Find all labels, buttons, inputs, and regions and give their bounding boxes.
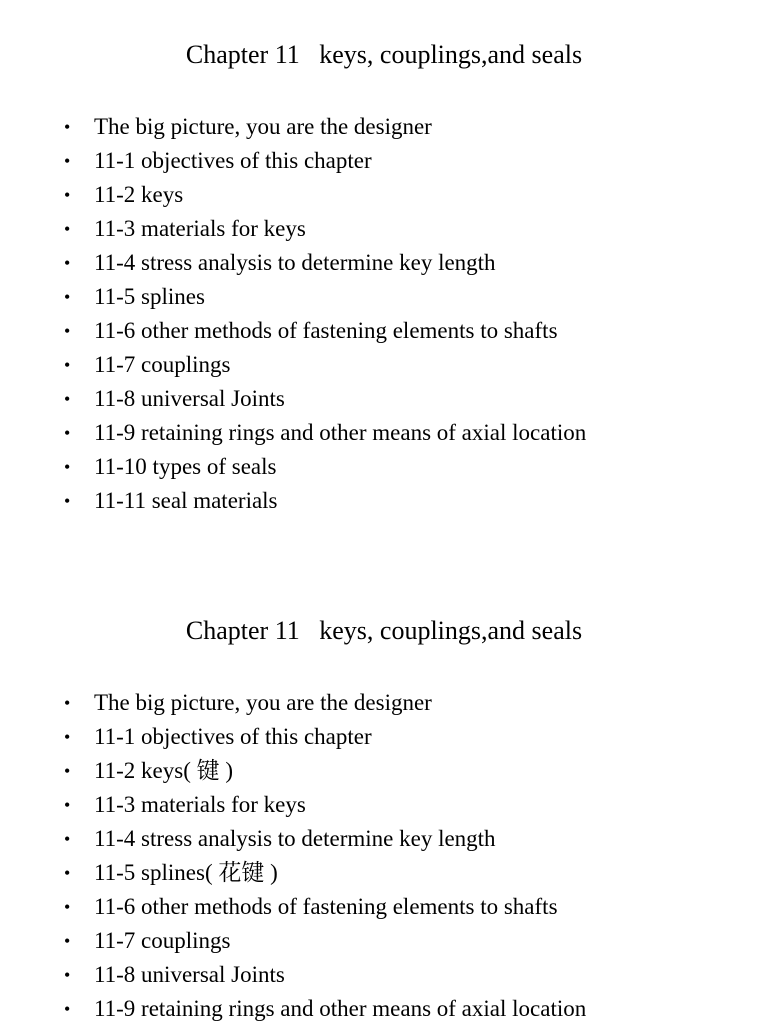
bullet-icon: • (64, 829, 71, 849)
list-item-text: 11-9 retaining rings and other means of axial location (94, 996, 587, 1021)
list-item-text: 11-6 other methods of fastening elements to shafts (94, 318, 558, 343)
bullet-icon: • (64, 761, 71, 781)
list-item-text: 11-1 objectives of this chapter (94, 148, 372, 173)
bullet-icon: • (64, 931, 71, 951)
list-item (64, 754, 586, 788)
list-item (64, 484, 586, 518)
list-item-text: 11-9 retaining rings and other means of axial location (94, 420, 587, 445)
list-item (64, 992, 586, 1026)
list-item (64, 856, 586, 890)
bullet-list (64, 686, 586, 1026)
list-item (64, 110, 586, 144)
list-item-text: The big picture, you are the designer (94, 690, 432, 715)
list-item (64, 348, 586, 382)
bullet-icon: • (64, 727, 71, 747)
list-item (64, 720, 586, 754)
list-item (64, 212, 586, 246)
bullet-icon: • (64, 423, 71, 443)
list-item-text: 11-6 other methods of fastening elements to shafts (94, 894, 558, 919)
list-item (64, 450, 586, 484)
list-item (64, 958, 586, 992)
bullet-icon: • (64, 287, 71, 307)
list-item (64, 416, 586, 450)
list-item (64, 788, 586, 822)
list-item-text: 11-3 materials for keys (94, 792, 306, 817)
list-item-text: 11-7 couplings (94, 352, 231, 377)
list-item (64, 178, 586, 212)
list-item (64, 924, 586, 958)
bullet-icon: • (64, 117, 71, 137)
bullet-list (64, 110, 586, 518)
bullet-icon: • (64, 863, 71, 883)
bullet-icon: • (64, 897, 71, 917)
list-item (64, 822, 586, 856)
bullet-icon: • (64, 795, 71, 815)
list-item (64, 686, 586, 720)
bullet-icon: • (64, 389, 71, 409)
list-item (64, 280, 586, 314)
slide-title: Chapter 11 keys, couplings,and seals (185, 616, 583, 645)
bullet-icon: • (64, 321, 71, 341)
list-item-text: 11-11 seal materials (94, 488, 278, 513)
bullet-icon: • (64, 151, 71, 171)
bullet-icon: • (64, 965, 71, 985)
bullet-icon: • (64, 253, 71, 273)
list-item-text: 11-2 keys (94, 182, 184, 207)
list-item (64, 890, 586, 924)
bullet-icon: • (64, 491, 71, 511)
list-item-text: 11-5 splines( 花键 ) (94, 860, 278, 885)
bullet-icon: • (64, 999, 71, 1019)
list-item-text: 11-8 universal Joints (94, 386, 285, 411)
bullet-icon: • (64, 693, 71, 713)
list-item-text: 11-8 universal Joints (94, 962, 285, 987)
slide-title: Chapter 11 keys, couplings,and seals (185, 40, 583, 69)
list-item-text: The big picture, you are the designer (94, 114, 432, 139)
list-item-text: 11-7 couplings (94, 928, 231, 953)
list-item (64, 246, 586, 280)
list-item-text: 11-2 keys( 键 ) (94, 758, 234, 783)
list-item-text: 11-5 splines (94, 284, 205, 309)
bullet-icon: • (64, 219, 71, 239)
list-item-text: 11-10 types of seals (94, 454, 277, 479)
bullet-icon: • (64, 457, 71, 477)
bullet-icon: • (64, 355, 71, 375)
list-item (64, 144, 586, 178)
list-item (64, 314, 586, 348)
list-item-text: 11-4 stress analysis to determine key length (94, 826, 496, 851)
list-item (64, 382, 586, 416)
list-item-text: 11-3 materials for keys (94, 216, 306, 241)
bullet-icon: • (64, 185, 71, 205)
list-item-text: 11-1 objectives of this chapter (94, 724, 372, 749)
list-item-text: 11-4 stress analysis to determine key length (94, 250, 496, 275)
